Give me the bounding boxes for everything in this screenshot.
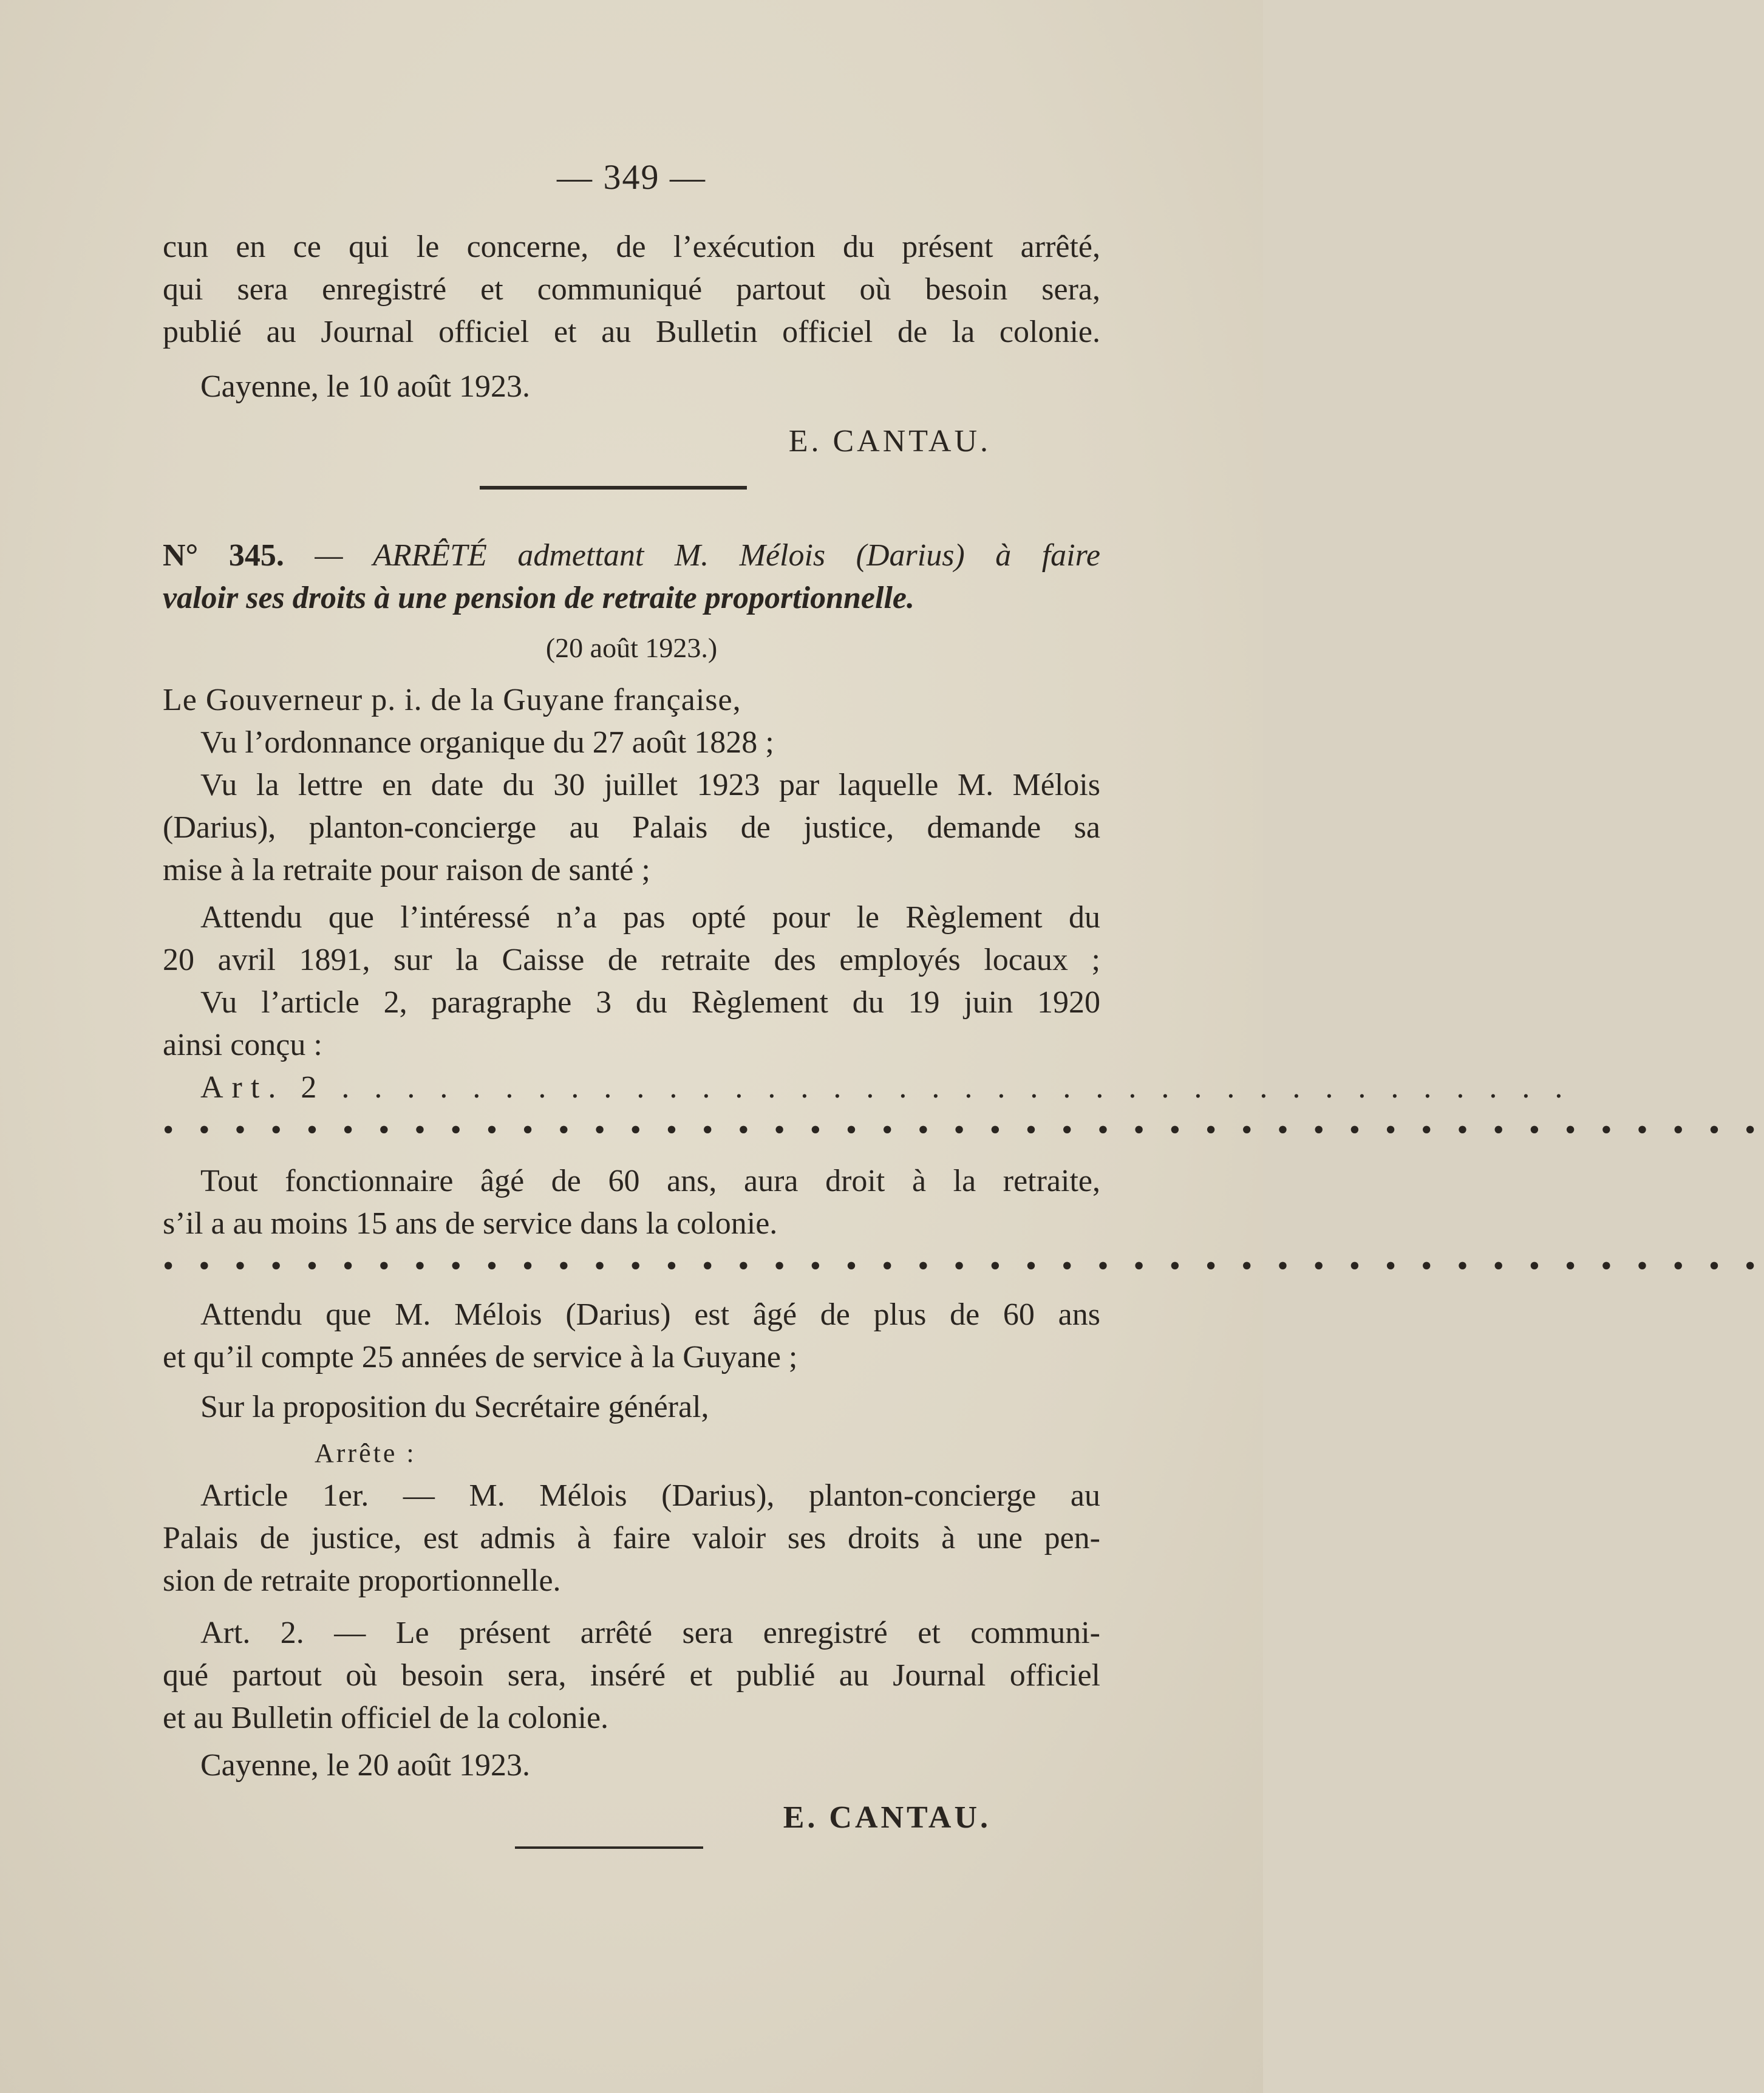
decree-number: N° 345. [163,538,284,573]
text-line: (Darius), planton-concierge au Palais de justice, demande sa [163,810,1100,845]
closing-rule [515,1846,703,1849]
text-line: Attendu que M. Mélois (Darius) est âgé de plus de 60 ans [200,1297,1100,1332]
text-line: Sur la proposition du Secrétaire général, [200,1390,709,1424]
text-line: cun en ce qui le concerne, de l’exécution du présent arrêté, [163,230,1100,264]
text-line: Vu l’ordonnance organique du 27 août 1828 ; [200,725,774,760]
ellipsis-row: • • • • • • • • • • • • • • • • • • • • • • • • • • • • • • • • • • • • • • • • • • • • • [163,1113,1764,1147]
quoted-article-label: Art. 2 [200,1070,325,1105]
text-line: ainsi conçu : [163,1028,322,1062]
separator-rule [480,486,747,490]
text-line: Vu la lettre en date du 30 juillet 1923 par laquelle M. Mélois [200,768,1100,802]
decree-title: — ARRÊTÉ admettant M. Mélois (Darius) à faire [315,538,1100,573]
text-line: et qu’il compte 25 années de service à la Guyane ; [163,1340,798,1374]
quoted-article: Art. 2 . . . . . . . . . . . . . . . . . . . . . . . . . . . . . . . . . . . . . . [200,1070,1572,1105]
text-line: s’il a au moins 15 ans de service dans la colonie. [163,1206,778,1241]
signature: E. CANTAU. [788,424,991,459]
text-line: sion de retraite proportionnelle. [163,1563,561,1598]
text-line: et au Bulletin officiel de la colonie. [163,1701,609,1735]
text-line: mise à la retraite pour raison de santé ; [163,853,650,887]
decree-date: (20 août 1923.) [545,632,718,663]
decree-title-cont: valoir ses droits à une pension de retraite proportionnelle. [163,581,914,615]
text-line: publié au Journal officiel et au Bulletin officiel de la colonie. [163,315,1100,349]
signature: E. CANTAU. [783,1800,991,1835]
ellipsis-row: • • • • • • • • • • • • • • • • • • • • • • • • • • • • • • • • • • • • • • • • • • • • • [163,1249,1764,1283]
text-line: Vu l’article 2, paragraphe 3 du Règlement du 19 juin 1920 [200,985,1100,1020]
arrete-heading: Arrête : [315,1438,417,1468]
text-line: Art. 2. — Le présent arrêté sera enregistré et communi- [200,1616,1100,1650]
text-line: Attendu que l’intéressé n’a pas opté pour le Règlement du [200,900,1100,935]
governor-line: Le Gouverneur p. i. de la Guyane française, [163,683,741,717]
previous-decree-ending [163,226,1100,463]
text-line: Article 1er. — M. Mélois (Darius), planton-concierge au [200,1478,1100,1513]
place-date: Cayenne, le 20 août 1923. [200,1748,530,1783]
decree-heading [163,534,1100,669]
text-line: qui sera enregistré et communiqué partout où besoin sera, [163,272,1100,307]
text-line: Tout fonctionnaire âgé de 60 ans, aura droit à la retraite, [200,1164,1100,1198]
text-line: 20 avril 1891, sur la Caisse de retraite des employés locaux ; [163,943,1100,977]
text-line: qué partout où besoin sera, inséré et publié au Journal officiel [163,1658,1100,1693]
page-number: — 349 — [557,157,706,197]
place-date: Cayenne, le 10 août 1923. [200,369,530,404]
decree-body [163,679,1764,1839]
text-line: Palais de justice, est admis à faire valoir ses droits à une pen- [163,1521,1100,1555]
